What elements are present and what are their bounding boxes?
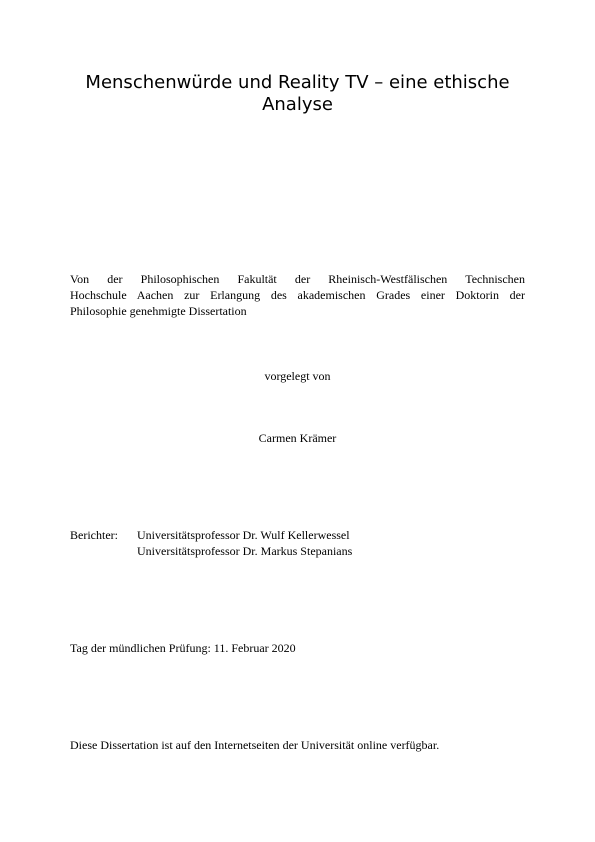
online-availability-note: Diese Dissertation ist auf den Internetseiten der Universität online verfügbar. [70, 738, 440, 752]
presented-by-label: vorgelegt von [264, 369, 331, 383]
exam-date: Tag der mündlichen Prüfung: 11. Februar 2020 [70, 641, 296, 655]
title-line-1: Menschenwürde und Reality TV – eine ethische [85, 72, 510, 93]
dissertation-statement [70, 271, 525, 319]
author-name: Carmen Krämer [258, 431, 337, 445]
reviewers-names [137, 527, 352, 559]
reviewer-2: Universitätsprofessor Dr. Markus Stepanians [137, 544, 353, 558]
statement-line-1: Von der Philosophischen Fakultät der Rheinisch-Westfälischen Technischen [70, 272, 525, 286]
statement-line-3: Philosophie genehmigte Dissertation [70, 304, 247, 318]
statement-line-2: Hochschule Aachen zur Erlangung des akademischen Grades einer Doktorin der [70, 288, 525, 302]
reviewer-1: Universitätsprofessor Dr. Wulf Kellerwessel [137, 528, 350, 542]
document-title [70, 72, 525, 116]
title-line-2: Analyse [262, 94, 333, 115]
reviewers-label: Berichter: [70, 528, 118, 542]
